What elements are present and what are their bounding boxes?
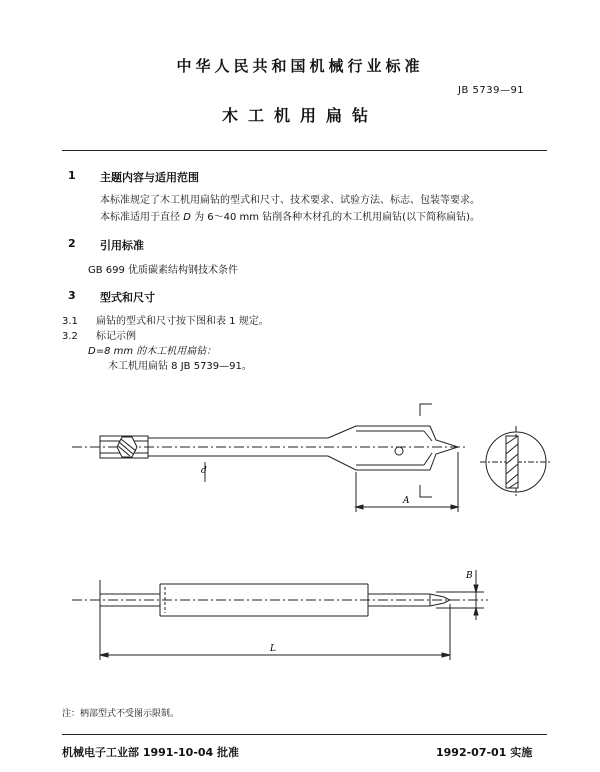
figure-note: 注：柄部型式不受图示限制。	[62, 709, 180, 719]
label-b: B	[466, 571, 473, 581]
section-2-reference: GB 699 优质碳素结构钢技术条件	[88, 265, 239, 276]
implementation-date: 1992-07-01 实施	[436, 746, 533, 759]
section-1-number: 1	[68, 169, 76, 182]
footer-rule	[62, 734, 547, 735]
section-3-heading: 型式和尺寸	[100, 291, 155, 304]
marking-example-line-1: D=8 mm 的木工机用扁钻：	[88, 346, 217, 357]
item-3-1-text: 扁钻的型式和尺寸按下图和表 1 规定。	[96, 316, 269, 327]
item-3-1-number: 3.1	[62, 316, 78, 327]
para-2-variable: D	[183, 212, 191, 223]
standard-number: JB 5739—91	[458, 85, 525, 96]
label-d: d	[201, 466, 207, 476]
item-3-2-text: 标记示例	[96, 331, 136, 342]
label-a: A	[403, 496, 410, 506]
para-2-prefix: 本标准适用于直径	[100, 212, 184, 223]
section-1-heading: 主题内容与适用范围	[100, 171, 199, 184]
section-3-number: 3	[68, 289, 76, 302]
section-2-number: 2	[68, 237, 76, 250]
para-2-suffix: 为 6～40 mm 钻削各种木材孔的木工机用扁钻(以下简称扁钻)。	[190, 212, 480, 223]
section-2-heading: 引用标准	[100, 239, 144, 252]
marking-example-line-2: 木工机用扁钻 8 JB 5739—91。	[108, 361, 252, 372]
label-l: L	[270, 644, 276, 654]
item-3-2-number: 3.2	[62, 331, 78, 342]
center-hole	[395, 447, 403, 455]
document-title: 木工机用扁钻	[221, 106, 378, 125]
section-1-para-1: 本标准规定了木工机用扁钻的型式和尺寸、技术要求、试验方法、标志、包装等要求。	[100, 195, 480, 206]
org-title: 中华人民共和国机械行业标准	[176, 57, 424, 75]
approval-date: 机械电子工业部 1991-10-04 批准	[62, 746, 240, 759]
